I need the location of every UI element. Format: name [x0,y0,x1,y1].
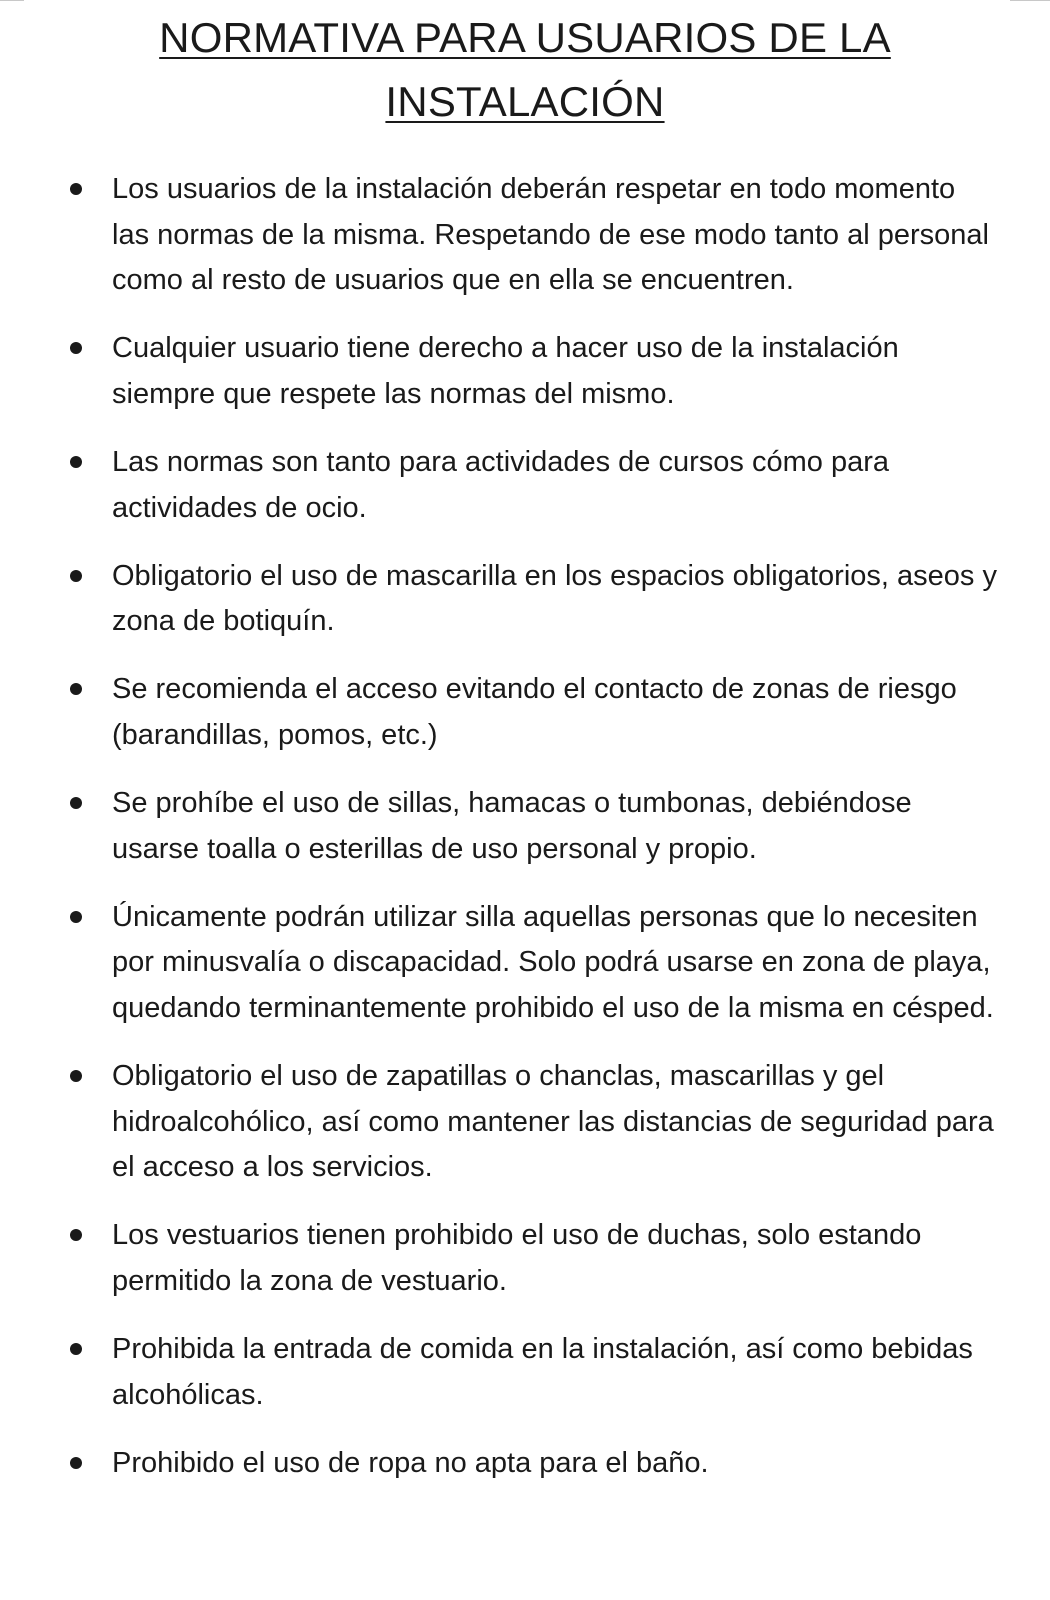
rule-item [0,326,1050,417]
rule-text: Prohibida la entrada de comida en la instalación, así como bebidas alcohólicas. [112,1332,973,1411]
bullet-icon [70,683,82,695]
rule-text: Se recomienda el acceso evitando el contacto de zonas de riesgo (barandillas, pomos, etc.) [112,673,957,751]
title-line-1: NORMATIVA PARA USUARIOS DE LA [159,14,891,61]
bullet-icon [70,797,82,809]
rule-text: Los vestuarios tienen prohibido el uso de duchas, solo estando permitido la zona de vestuario. [112,1219,922,1297]
bullet-icon [70,911,82,923]
rule-item [0,167,1050,304]
rule-item [0,1327,1050,1418]
bullet-icon [70,570,82,582]
bullet-icon [70,456,82,468]
rule-text: Prohibido el uso de ropa no apta para el baño. [112,1446,709,1479]
rule-item [0,1441,1050,1487]
rule-item [0,781,1050,872]
rule-text: Cualquier usuario tiene derecho a hacer uso de la instalación siempre que respete las normas del mismo. [112,332,899,410]
bullet-icon [70,342,82,354]
rule-item [0,440,1050,531]
rule-item [0,667,1050,758]
rule-item [0,554,1050,645]
document-title [0,6,1050,134]
rule-text: Las normas son tanto para actividades de cursos cómo para actividades de ocio. [112,445,889,524]
rule-text: Obligatorio el uso de mascarilla en los espacios obligatorios, aseos y zona de botiquín. [112,559,997,638]
rule-item [0,895,1050,1032]
bullet-icon [70,1343,82,1355]
bullet-icon [70,1229,82,1241]
bullet-icon [70,1070,82,1082]
rule-item [0,1054,1050,1191]
bullet-icon [70,183,82,195]
rule-text: Los usuarios de la instalación deberán respetar en todo momento las normas de la misma. Respetando de ese modo tanto al personal como al resto de usuarios que en ella se encuentren. [112,173,989,297]
rules-list [0,167,1050,1486]
rule-text: Únicamente podrán utilizar silla aquellas personas que lo necesiten por minusvalía o discapacidad. Solo podrá usarse en zona de playa, quedando terminantemente prohibido el uso de la misma en césped. [112,900,994,1024]
title-line-2: INSTALACIÓN [385,78,665,125]
rule-item [0,1213,1050,1304]
rule-text: Se prohíbe el uso de sillas, hamacas o tumbonas, debiéndose usarse toalla o esterillas de uso personal y propio. [112,787,912,865]
rule-text: Obligatorio el uso de zapatillas o chanclas, mascarillas y gel hidroalcohólico, así como mantener las distancias de seguridad para el acceso a los servicios. [112,1060,994,1184]
bullet-icon [70,1457,82,1469]
